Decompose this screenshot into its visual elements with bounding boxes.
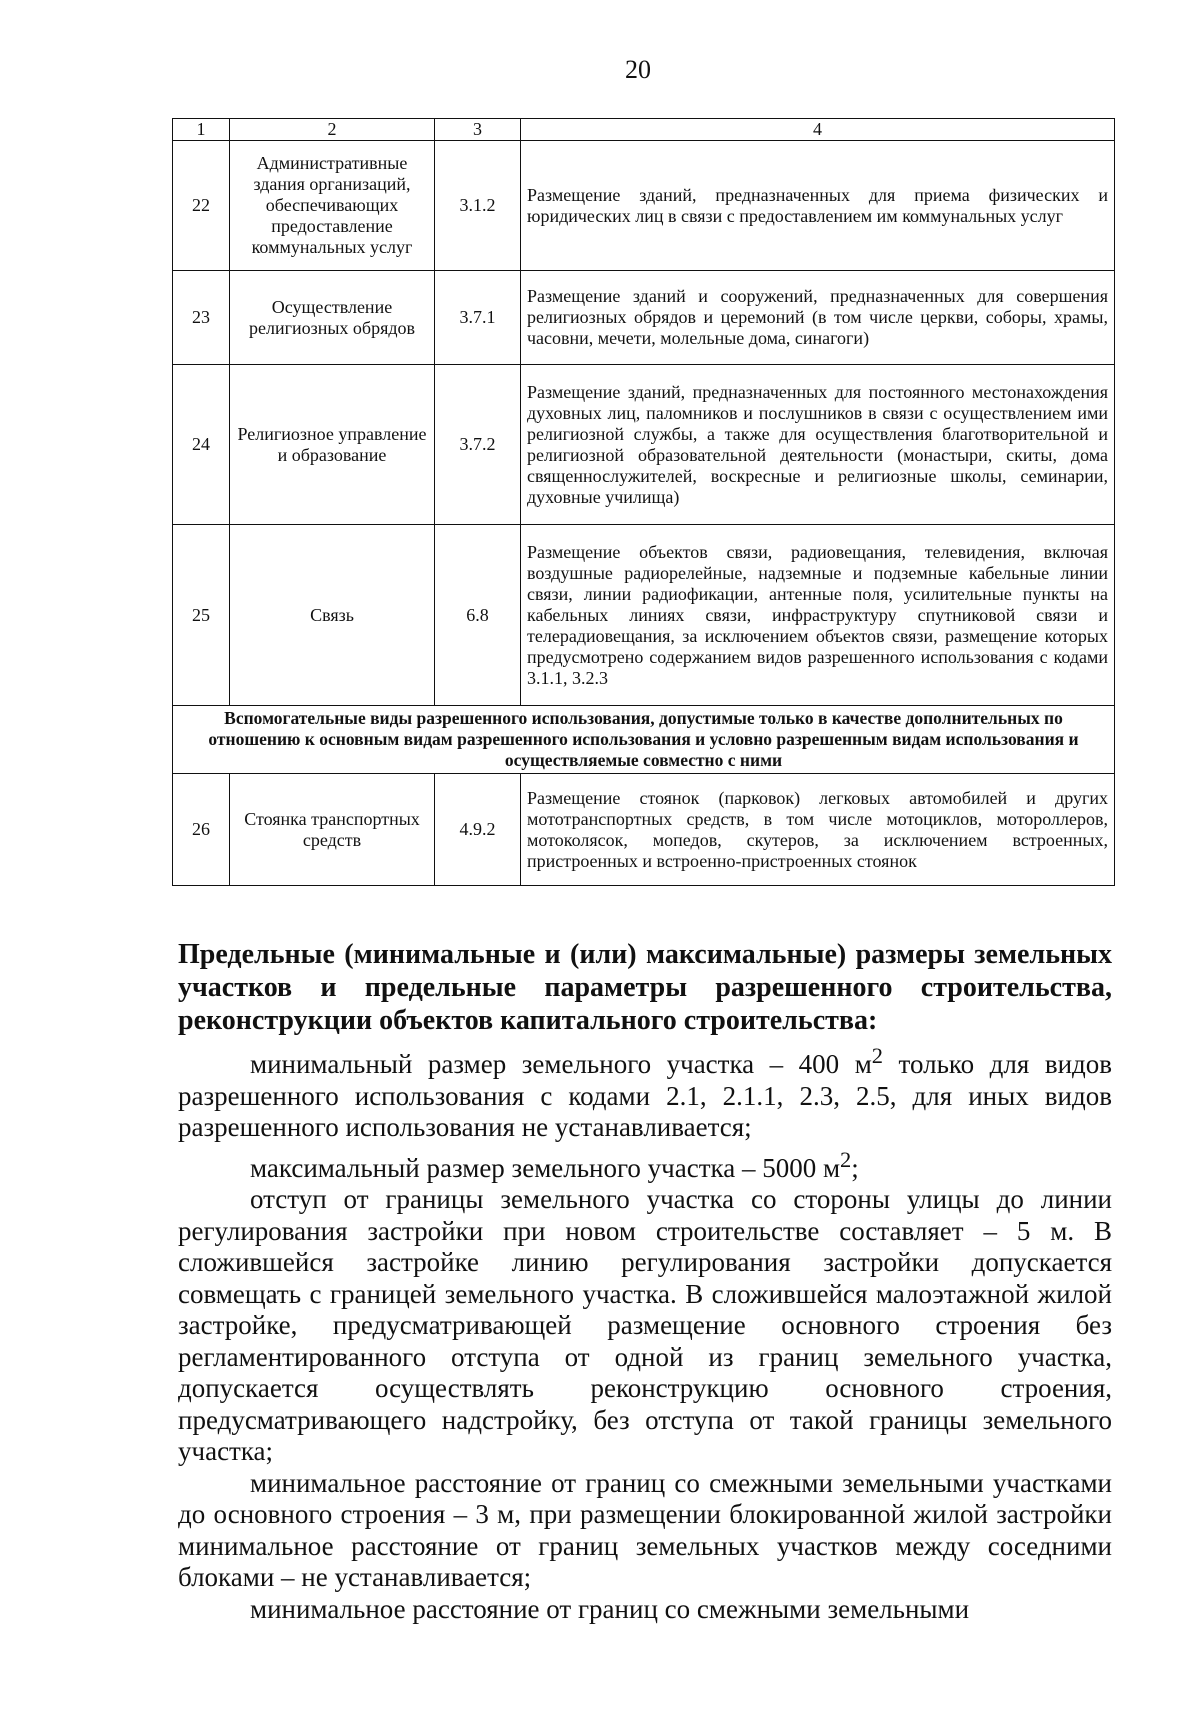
paragraph-text: максимальный размер земельного участка – 5000 м xyxy=(250,1152,841,1183)
page-number: 20 xyxy=(625,55,651,84)
paragraph-text: ; xyxy=(851,1152,859,1183)
superscript: 2 xyxy=(871,1043,884,1068)
use-type-name: Стоянка транспортных средств xyxy=(230,774,435,886)
column-header: 1 xyxy=(173,119,230,141)
table-row xyxy=(173,774,1115,886)
use-type-code: 3.1.2 xyxy=(435,141,521,271)
body-text xyxy=(178,1040,1112,1625)
superscript: 2 xyxy=(840,1146,852,1172)
use-type-code: 4.9.2 xyxy=(435,774,521,886)
paragraph-text: только для видов разрешенного использования с кодами 2.1, 2.1.1, 2.3, 2.5, для иных видов разрешенного использования не устанавливается; xyxy=(178,1049,1113,1142)
paragraph-max-plot-size xyxy=(178,1144,1112,1185)
paragraph-neighbor-distance-continued: минимальное расстояние от границ со смежными земельными xyxy=(250,1593,970,1624)
row-number: 22 xyxy=(173,141,230,271)
use-type-name: Административные здания организаций, обеспечивающих предоставление коммунальных услуг xyxy=(230,141,435,271)
use-type-name: Связь xyxy=(230,525,435,706)
use-type-description: Размещение объектов связи, радиовещания, телевидения, включая воздушные радиорелейные, надземные и подземные кабельные линии связи, линии радиофикации, антенные поля, усилительные пункты на кабельных линиях связи, инфраструктуру спутниковой связи и телерадиовещания, за исключением объектов связи, размещение которых предусмотрено содержанием видов разрешенного использования с кодами 3.1.1, 3.2.3 xyxy=(521,525,1115,706)
land-use-table xyxy=(172,118,1115,886)
use-type-description: Размещение зданий и сооружений, предназначенных для совершения религиозных обрядов и церемоний (в том числе церкви, соборы, храмы, часовни, мечети, молельные дома, синагоги) xyxy=(521,271,1115,365)
column-header: 2 xyxy=(230,119,435,141)
use-type-description: Размещение зданий, предназначенных для постоянного местонахождения духовных лиц, паломников и послушников в связи с осуществлением ими религиозной службы, а также для осуществления благотворительной и религиозной образовательной деятельности (монастыри, скиты, дома священнослужителей, воскресные и религиозные школы, семинарии, духовные училища) xyxy=(521,365,1115,525)
use-type-name: Осуществление религиозных обрядов xyxy=(230,271,435,365)
auxiliary-uses-section-title: Вспомогательные виды разрешенного использования, допустимые только в качестве дополнительных по отношению к основным видам разрешенного использования и условно разрешенным видам использования и осуществляемые совместно с ними xyxy=(173,706,1115,774)
table-row xyxy=(173,271,1115,365)
use-type-code: 3.7.2 xyxy=(435,365,521,525)
section-heading: Предельные (минимальные и (или) максимальные) размеры земельных участков и предельные параметры разрешенного строительства, реконструкции объектов капитального строительства: xyxy=(178,939,1112,1036)
row-number: 24 xyxy=(173,365,230,525)
column-header: 3 xyxy=(435,119,521,141)
table-row xyxy=(173,365,1115,525)
table-row xyxy=(173,525,1115,706)
use-type-name: Религиозное управление и образование xyxy=(230,365,435,525)
row-number: 23 xyxy=(173,271,230,365)
table-row xyxy=(173,141,1115,271)
row-number: 25 xyxy=(173,525,230,706)
use-type-description: Размещение стоянок (парковок) легковых автомобилей и других мототранспортных средств, в том числе мотоциклов, мотороллеров, мотоколясок, мопедов, скутеров, за исключением встроенных, пристроенных и встроенно-пристроенных стоянок xyxy=(521,774,1115,886)
paragraph-min-plot-size xyxy=(178,1040,1112,1144)
column-header: 4 xyxy=(521,119,1115,141)
table-header-row xyxy=(173,119,1115,141)
use-type-code: 3.7.1 xyxy=(435,271,521,365)
use-type-code: 6.8 xyxy=(435,525,521,706)
paragraph-neighbor-distance: минимальное расстояние от границ со смежными земельными участками до основного строения – 3 м, при размещении блокированной жилой застройки минимальное расстояние от границ земельных участков между соседними блоками – не устанавливается; xyxy=(178,1467,1112,1592)
paragraph-street-setback: отступ от границы земельного участка со стороны улицы до линии регулирования застройки при новом строительстве составляет – 5 м. В сложившейся застройке линию регулирования застройки допускается совмещать с границей земельного участка. В сложившейся малоэтажной жилой застройке, предусматривающей размещение основного строения без регламентированного отступа от одной из границ земельного участка, допускается осуществлять реконструкцию основного строения, предусматривающего надстройку, без отступа от такой границы земельного участка; xyxy=(178,1184,1112,1466)
use-type-description: Размещение зданий, предназначенных для приема физических и юридических лиц в связи с предоставлением им коммунальных услуг xyxy=(521,141,1115,271)
table-section-row xyxy=(173,706,1115,774)
row-number: 26 xyxy=(173,774,230,886)
paragraph-text: минимальный размер земельного участка – 400 м xyxy=(250,1049,872,1079)
